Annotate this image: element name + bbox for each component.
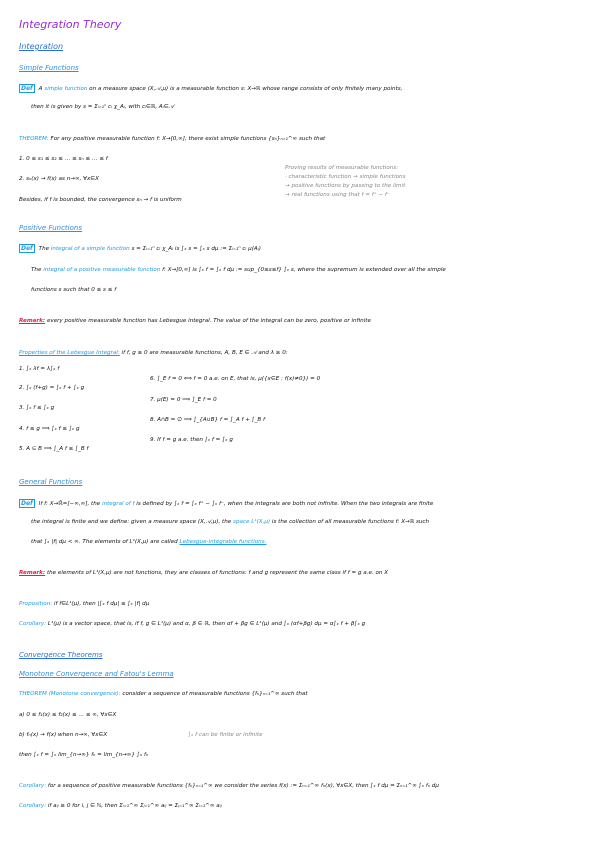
page-title: Integration Theory (19, 18, 122, 31)
def-tag: Def (21, 500, 33, 507)
margin-note-line: Proving results of measurable functions: (285, 165, 399, 171)
margin-note-line: → real functions using that f = f⁺ − f⁻ (285, 192, 390, 198)
margin-note-line: · characteristic function → simple functions (285, 174, 406, 180)
general-definition: Def If f: X→ℝ̄=[−∞,∞], the integral of f is defined by ∫ₓ f = ∫ₓ f⁺ − ∫ₓ f⁻, when the integrals are both not infinite. When the two integrals are finite (21, 500, 434, 507)
corollary-series: Corollary: for a sequence of positive measurable functions {fₙ}ₙ₌₁^∞ we consider the series f(x) := Σₙ₌₁^∞ fₙ(x), ∀x∈X, then ∫ₓ f dμ = Σₙ₌₁^∞ ∫ₓ fₙ dμ (19, 783, 439, 789)
properties-intro: Properties of the Lebesgue Integral: if f, g ≥ 0 are measurable functions, A, B, E ∈ 𝒜 and λ ≥ 0: (19, 350, 288, 356)
corollary-label: Corollary: (19, 621, 47, 627)
remark-label: Remark: (19, 570, 46, 576)
property-item: 3. ∫ₓ f ≤ ∫ₓ g (19, 405, 55, 411)
heading-general-functions: General Functions (19, 478, 83, 486)
theorem-label: THEOREM (Monotone convergence): (19, 691, 121, 697)
monotone-item-b: b) fₙ(x) → f(x) when n→∞, ∀x∈X (19, 732, 108, 738)
theorem-label: THEOREM: (19, 136, 49, 142)
simple-definition: Def A simple function on a measure space (X,𝒜,μ) is a measurable function s: X→ℝ whose range consists of only finitely many points, (21, 85, 403, 92)
positive-definition-2-line2: functions s such that 0 ≤ s ≤ f (31, 287, 117, 293)
property-item: 2. ∫ₓ (f+g) = ∫ₓ f + ∫ₓ g (19, 385, 85, 391)
term-integral-simple: integral of a simple function (50, 246, 130, 252)
property-item: 9. If f = g a.e. then ∫ₓ f = ∫ₓ g (150, 437, 233, 443)
theorem-monotone: THEOREM (Monotone convergence): consider a sequence of measurable functions {fₙ}ₙ₌₁^∞ such that (19, 691, 308, 697)
heading-positive-functions: Positive Functions (19, 224, 82, 232)
corollary-double-series: Corollary: if aᵢⱼ ≥ 0 for i, j ∈ ℕ, then Σᵢ₌₁^∞ Σⱼ₌₁^∞ aᵢⱼ = Σⱼ₌₁^∞ Σᵢ₌₁^∞ aᵢⱼ (19, 803, 222, 809)
corollary-l1: Corollary: L¹(μ) is a vector space, that is, if f, g ∈ L¹(μ) and α, β ∈ ℝ, then αf + βg ∈ L¹(μ) and ∫ₓ (αf+βg) dμ = α∫ₓ f + β∫ₓ g (19, 621, 366, 627)
property-item: 4. f ≤ g ⟹ ∫ₓ f ≤ ∫ₓ g (19, 426, 80, 432)
positive-definition-2: The integral of a positive measurable function f: X→[0,∞] is ∫ₓ f = ∫ₓ f dμ := sup_{0≤s≤f} ∫ₓ s, where the supremum is extended over all the simple (31, 267, 446, 273)
corollary-label: Corollary: (19, 783, 47, 789)
simple-definition-line2: then it is given by s = Σᵢ₌₁ⁿ cᵢ χ_Aᵢ, with cᵢ∈ℝ, Aᵢ∈𝒜 (31, 104, 174, 110)
property-item: 7. μ(E) = 0 ⟹ ∫_E f = 0 (150, 397, 217, 403)
def-tag: Def (21, 245, 33, 252)
property-item: 8. A∩B = ∅ ⟹ ∫_{A∪B} f = ∫_A f + ∫_B f (150, 417, 265, 423)
property-item: 6. ∫_E f = 0 ⟺ f = 0 a.e. on E, that is, μ({x∈E : f(x)≠0}) = 0 (150, 376, 321, 382)
remark-positive: Remark: every positive measurable function has Lebesgue integral. The value of the integral can be zero, positive or infinite (19, 318, 371, 324)
margin-note-line: → positive functions by passing to the limit (285, 183, 406, 189)
property-item: 1. ∫ₓ λf = λ∫ₓ f (19, 366, 60, 372)
proposition-label: Proposition: (19, 601, 53, 607)
theorem-item-1: 1. 0 ≤ s₁ ≤ s₂ ≤ … ≤ sₙ ≤ … ≤ f (19, 156, 108, 162)
monotone-conclusion: then ∫ₓ f = ∫ₓ lim_{n→∞} fₙ = lim_{n→∞} ∫ₓ fₙ (19, 752, 149, 758)
theorem-simple: THEOREM: For any positive measurable function f: X→[0,∞], there exist simple functions {sₙ}ₙ₌₁^∞ such that (19, 136, 326, 142)
heading-simple-functions: Simple Functions (19, 64, 79, 72)
term-integral-positive: integral of a positive measurable function (43, 267, 161, 273)
term-integral-of-f: integral of f (102, 501, 135, 507)
heading-monotone-fatou: Monotone Convergence and Fatou's Lemma (19, 670, 174, 678)
general-definition-line3: that ∫ₓ |f| dμ < ∞. The elements of L¹(X,μ) are called Lebesgue-integrable functions. (31, 539, 267, 545)
term-simple-function: simple function (44, 86, 88, 92)
general-definition-line2: the integral is finite and we define: given a measure space (X,𝒜,μ), the space L¹(X,μ) is the collection of all measurable functions f: X→ℝ such (31, 519, 430, 525)
remark-general: Remark: the elements of L¹(X,μ) are not functions, they are classes of functions: f and g represent the same class if f = g a.e. on X (19, 570, 389, 576)
monotone-note: ∫ₓ f can be finite or infinite (188, 732, 263, 738)
term-l1-space: space L¹(X,μ) (233, 519, 271, 525)
proposition: Proposition: if f∈L¹(μ), then |∫ₓ f dμ| ≤ ∫ₓ |f| dμ (19, 601, 150, 607)
def-tag: Def (21, 85, 33, 92)
term-lebesgue-integrable: Lebesgue-integrable functions. (179, 539, 267, 545)
remark-label: Remark: (19, 318, 46, 324)
property-item: 5. A ⊆ B ⟹ ∫_A f ≤ ∫_B f (19, 446, 89, 452)
heading-convergence-theorems: Convergence Theorems (19, 651, 103, 659)
monotone-item-a: a) 0 ≤ f₁(x) ≤ f₂(x) ≤ … ≤ ∞, ∀x∈X (19, 712, 117, 718)
theorem-besides: Besides, if f is bounded, the convergence sₙ → f is uniform (19, 197, 182, 203)
section-integration: Integration (19, 42, 64, 51)
theorem-item-2: 2. sₙ(x) → f(x) as n→∞, ∀x∈X (19, 176, 100, 182)
positive-definition-1: Def The integral of a simple function s = Σᵢ₌₁ⁿ cᵢ χ_Aᵢ is ∫ₓ s = ∫ₓ s dμ := Σᵢ₌₁ⁿ cᵢ μ(Aᵢ) (21, 245, 261, 252)
corollary-label: Corollary: (19, 803, 47, 809)
properties-label: Properties of the Lebesgue Integral: (19, 350, 120, 356)
